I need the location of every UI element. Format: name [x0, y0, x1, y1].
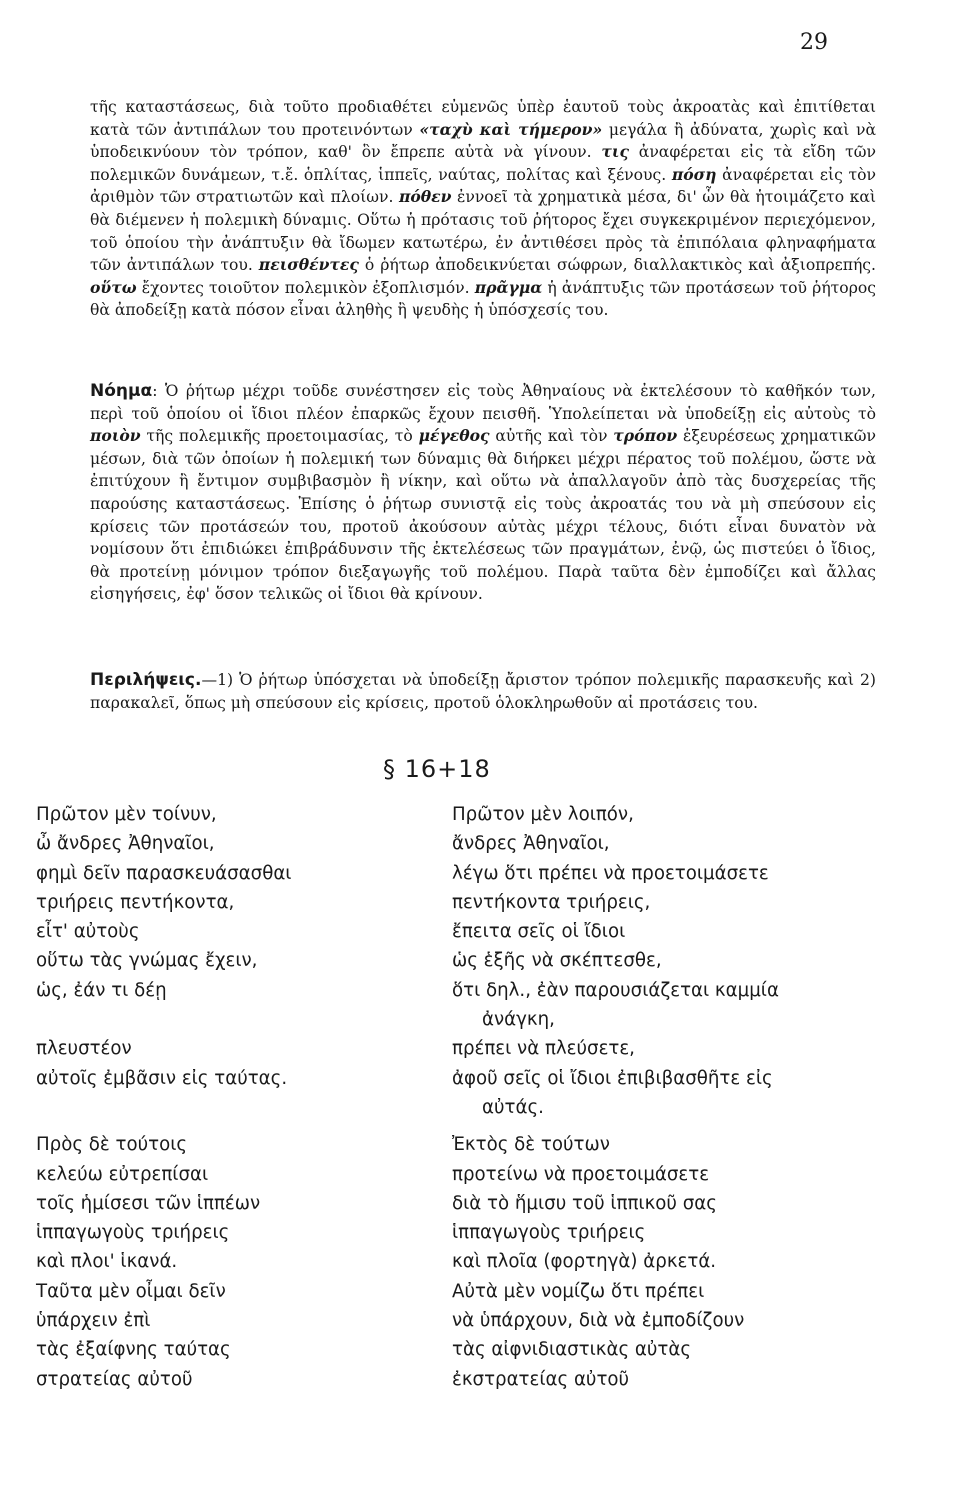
- greek-line: καὶ πλοι' ἱκανά.: [36, 1251, 178, 1273]
- greek-line: ὦ ἄνδρες Ἀθηναῖοι,: [36, 833, 215, 855]
- greek-line: Πρὸς δὲ τούτοις: [36, 1134, 188, 1156]
- greek-line: φημὶ δεῖν παρασκευάσασθαι: [36, 862, 292, 884]
- emphasized-term: ποιὸν: [90, 426, 141, 446]
- translation-line: ὡς ἑξῆς νὰ σκέπτεσθε,: [452, 950, 662, 972]
- emphasized-term: πρᾶγμα: [474, 277, 543, 297]
- paragraph-text: Ὁ ῥήτωρ μέχρι τοῦδε συνέστησεν εἰς τοὺς Ἀθηναίους νὰ ἐκτελέσουν τὸ καθῆκόν των, περὶ τοῦ ὁποίου οἱ ἴδιοι πλέον ἐπαρκῶς ἔχουν πεισθῆ. Ὑπολείπεται νὰ ὑποδείξῃ εἰς αὐτοὺς τὸ: [90, 382, 876, 423]
- emphasized-term: οὕτω: [90, 277, 137, 297]
- translation-line: τὰς αἰφνιδιαστικὰς αὐτὰς: [452, 1339, 692, 1361]
- emphasized-term: τις: [601, 142, 629, 162]
- translation-line: αὐτάς.: [482, 1096, 544, 1118]
- translation-line: καὶ πλοῖα (φορτηγὰ) ἀρκετά.: [452, 1251, 717, 1273]
- summary-paragraph: [90, 669, 876, 714]
- paragraph-text: μεγάλα ἢ ἀδύνατα, χωρὶς καὶ νὰ ὑποδεικνύουν τὸν τρόπον, καθ' ὃν ἔπρεπε αὐτὰ νὰ γίνουν.: [90, 120, 876, 162]
- page-number: 29: [800, 30, 828, 55]
- meaning-colon: :: [152, 382, 165, 400]
- section-title: § 16+18: [383, 755, 491, 783]
- line-spacer: [36, 1005, 436, 1034]
- paragraph-text: ἐξευρέσεως χρηματικῶν μέσων, διὰ τῶν ὁποίων ἡ πολεμική των δύναμις θὰ διήρκει μέχρι πέρατος τοῦ πολέμου, ὥστε νὰ ἐπιτύχουν ἢ ἔντιμον συμβιβασμὸν ἢ νίκην, καὶ οὕτω νὰ ἀπαλλαγοῦν ἀπὸ τὰς δυσχερείας τῆς παρούσης καταστάσεως. Ἐπίσης ὁ ῥήτωρ συνιστᾷ εἰς τοὺς ἀκροατάς του νὰ μὴ σπεύσουν εἰς κρίσεις τῶν προτάσεών του, προτοῦ ἀκούσουν αὐτὰς μέχρι τέλους, διότι εἶναι δυνατὸν νὰ νομίσουν ὅτι ἐπιδιώκει ἐπιβράδυνσιν τῆς ἐκτελέσεως τῶν πραγμάτων, ἐνῷ, ὡς πιστεύει ὁ ἴδιος, θὰ προτείνῃ μόνιμον τρόπον διεξαγωγῆς τοῦ πολέμου. Παρὰ ταῦτα δὲν ἐμποδίζει καὶ ἄλλας εἰσηγήσεις, ἐφ' ὅσον τελικῶς οἱ ἴδιοι θὰ κρίνουν.: [90, 427, 876, 604]
- translation-line: Αὐτὰ μὲν νομίζω ὅτι πρέπει: [452, 1280, 705, 1302]
- paragraph-text: ἀναφέρεται εἰς τὰ εἴδη τῶν πολεμικῶν δυνάμεων, τ.ἔ. ὁπλίτας, ἱππεῖς, ναύτας, πολίτας καὶ ξένους.: [90, 143, 877, 184]
- summary-text: —1) Ὁ ῥήτωρ ὑπόσχεται νὰ ὑποδείξῃ ἄριστον τρόπον πολεμικῆς παρασκευῆς καὶ 2) παρακαλεῖ, ὅπως μὴ σπεύσουν εἰς κρίσεις, προτοῦ ὁλοκληρωθοῦν αἱ προτάσεις του.: [90, 671, 876, 712]
- greek-text-column: [36, 800, 436, 1394]
- greek-line: οὕτω τὰς γνώμας ἔχειν,: [36, 950, 258, 972]
- greek-line: ἱππαγωγοὺς τριήρεις: [36, 1222, 230, 1244]
- translation-line: ἄνδρες Ἀθηναῖοι,: [452, 833, 610, 855]
- translation-line: ἱππαγωγοὺς τριήρεις: [452, 1222, 646, 1244]
- paragraph-text: αὐτῆς καὶ τὸν: [489, 427, 614, 446]
- paragraph-text: ἐννοεῖ τὰ χρηματικὰ μέσα, δι' ὧν θὰ ἡτοιμάζετο καὶ θὰ διέμενεν ἡ πολεμικὴ δύναμις. Οὕτω ἡ πρότασις τοῦ ῥήτορος ἔχει συγκεκριμένον περιεχόμενον, τοῦ ὁποίου τὴν ἀνάπτυξιν θὰ ἴδωμεν κατωτέρω, ἐν ἀντιθέσει πρὸς τὰ ἐπιπόλαια φληναφήματα τῶν ἀντιπάλων του.: [90, 188, 876, 275]
- translation-line: πεντήκοντα τριήρεις,: [452, 891, 651, 913]
- summary-heading: Περιλήψεις.: [90, 670, 202, 690]
- emphasized-term: πόθεν: [398, 187, 452, 207]
- greek-line: ὑπάρχειν ἐπὶ: [36, 1310, 151, 1332]
- emphasized-term: μέγεθος: [418, 426, 490, 446]
- greek-line: κελεύω εὐτρεπίσαι: [36, 1163, 209, 1185]
- meaning-paragraph: [90, 380, 876, 606]
- greek-line: τὰς ἐξαίφνης ταύτας: [36, 1339, 231, 1361]
- translation-line: ἀφοῦ σεῖς οἱ ἴδιοι ἐπιβιβασθῆτε εἰς: [452, 1067, 773, 1089]
- emphasized-term: «ταχὺ καὶ τήμερον»: [419, 119, 603, 139]
- translation-line: ὅτι δηλ., ἐὰν παρουσιάζεται καμμία: [452, 979, 779, 1001]
- translation-line: ἔπειτα σεῖς οἱ ἴδιοι: [452, 921, 626, 943]
- emphasized-term: πόση: [671, 164, 717, 184]
- greek-line: αὐτοῖς ἐμβᾶσιν εἰς ταύτας.: [36, 1067, 288, 1089]
- translation-line: ἀνάγκη,: [482, 1009, 555, 1031]
- paragraph-text: τῆς καταστάσεως, διὰ τοῦτο προδιαθέτει εὐμενῶς ὑπὲρ ἑαυτοῦ τοὺς ἀκροατὰς καὶ ἐπιτίθεται κατὰ τῶν ἀντιπάλων του προτεινόντων: [90, 98, 876, 139]
- greek-line: ὡς, ἐάν τι δέῃ: [36, 979, 167, 1001]
- line-spacer: [36, 1093, 436, 1122]
- paragraph-text: τῆς πολεμικῆς προετοιμασίας, τὸ: [140, 427, 419, 446]
- translation-line: ἐκστρατείας αὐτοῦ: [452, 1368, 630, 1390]
- paragraph-text: ἡ ἀνάπτυξις τῶν προτάσεων τοῦ ῥήτορος θὰ ἀποδείξῃ κατὰ πόσον εἶναι ἀληθὴς ἢ ψευδὴς ἡ ὑπόσχεσίς του.: [90, 278, 876, 320]
- greek-line: τριήρεις πεντήκοντα,: [36, 891, 235, 913]
- translation-column: [452, 800, 922, 1394]
- meaning-heading: Νόημα: [90, 381, 153, 401]
- paragraph-text: ἔχοντες τοιοῦτον πολεμικὸν ἐξοπλισμόν.: [136, 278, 475, 297]
- greek-line: Ταῦτα μὲν οἶμαι δεῖν: [36, 1280, 226, 1302]
- translation-line: πρέπει νὰ πλεύσετε,: [452, 1038, 635, 1060]
- greek-line: στρατείας αὐτοῦ: [36, 1368, 193, 1390]
- translation-line: Πρῶτον μὲν λοιπόν,: [452, 804, 634, 825]
- emphasized-term: τρόπον: [613, 426, 678, 446]
- translation-line: διὰ τὸ ἥμισυ τοῦ ἱππικοῦ σας: [452, 1192, 717, 1214]
- greek-line: τοῖς ἡμίσεσι τῶν ἱππέων: [36, 1192, 261, 1214]
- paragraph-text: ὁ ῥήτωρ ἀποδεικνύεται σώφρων, διαλλακτικὸς καὶ ἀξιοπρεπής.: [358, 256, 876, 275]
- translation-line: λέγω ὅτι πρέπει νὰ προετοιμάσετε: [452, 862, 769, 884]
- paragraph-text: ἀναφέρεται εἰς τὸν ἀριθμὸν τῶν στρατιωτῶν καὶ πλοίων.: [90, 165, 876, 207]
- greek-line: Πρῶτον μὲν τοίνυν,: [36, 804, 217, 825]
- commentary-paragraph: [90, 96, 876, 322]
- translation-line: προτείνω νὰ προετοιμάσετε: [452, 1163, 710, 1185]
- translation-line: νὰ ὑπάρχουν, διὰ νὰ ἐμποδίζουν: [452, 1310, 745, 1332]
- emphasized-term: πεισθέντες: [258, 255, 359, 275]
- translation-line: Ἐκτὸς δὲ τούτων: [452, 1134, 610, 1156]
- greek-line: εἶτ' αὐτοὺς: [36, 921, 140, 943]
- greek-line: πλευστέον: [36, 1038, 132, 1060]
